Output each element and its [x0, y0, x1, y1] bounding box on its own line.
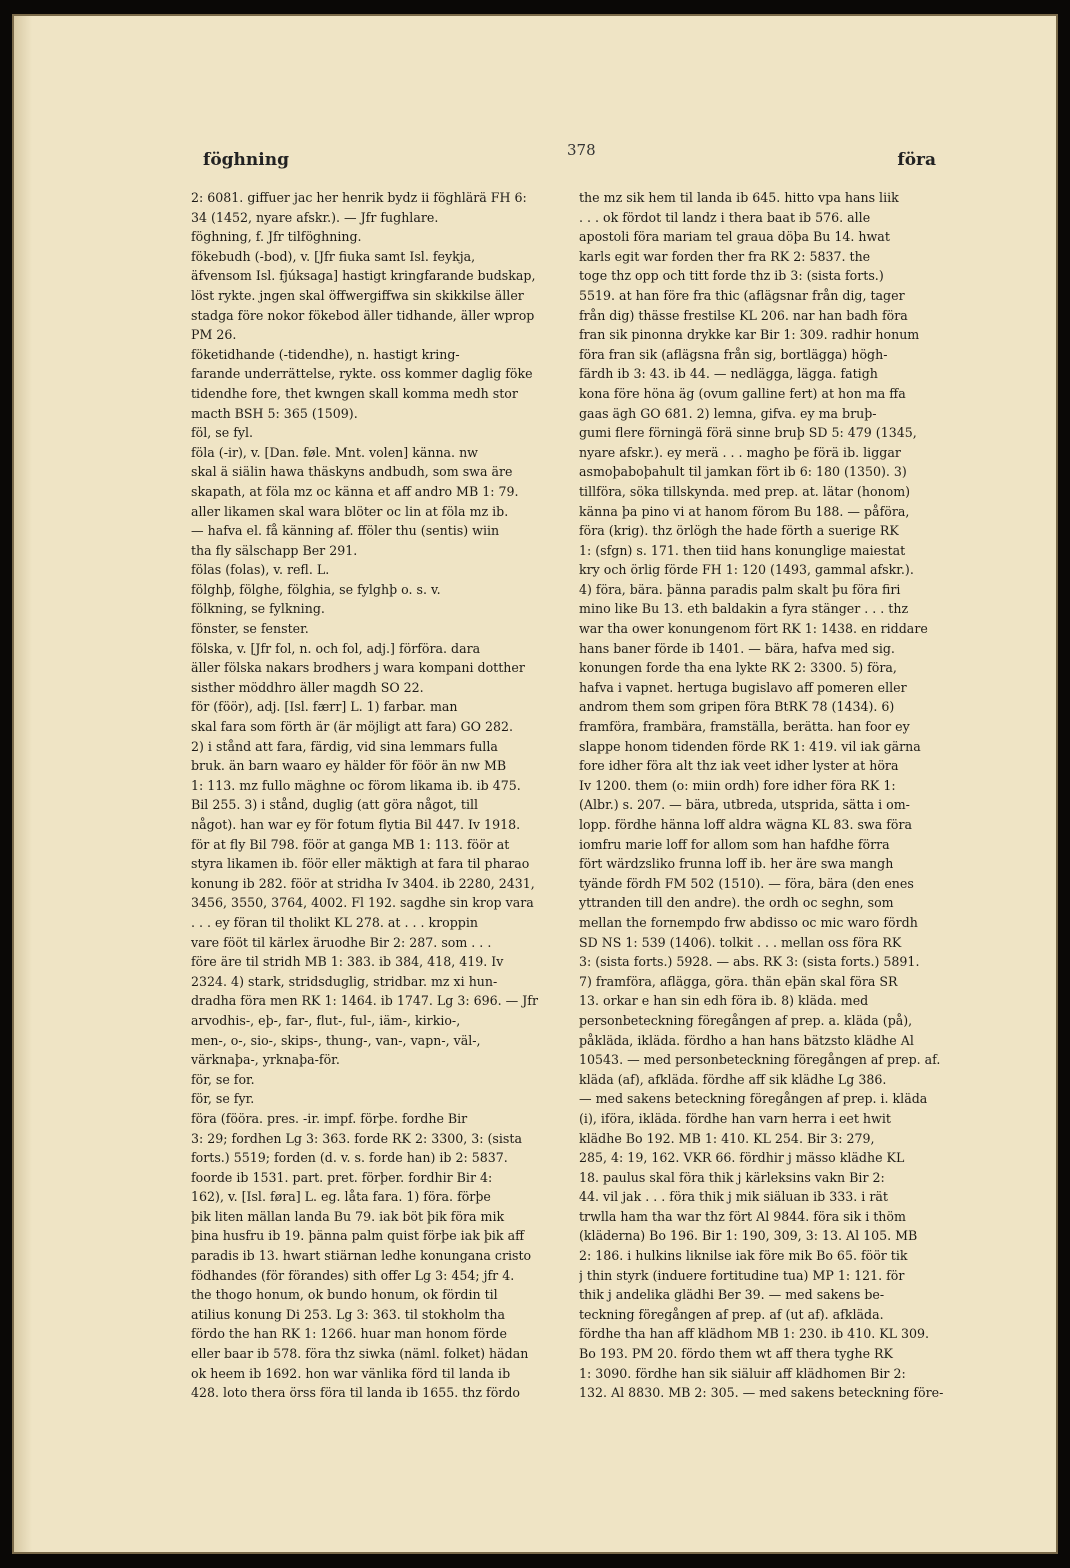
text-line: något). han war ey för fotum flytia Bil 447. Iv 1918.: [191, 817, 521, 832]
text-line: j thin styrk (induere fortitudine tua) MP 1: 121. för: [579, 1267, 905, 1283]
text-line: äller fölska nakars brodhers j wara kompani dotther: [191, 660, 525, 676]
header-right-word: föra: [897, 150, 936, 170]
text-line: föl, se fyl.: [191, 425, 254, 441]
text-line: arvodhis-, eþ-, far-, flut-, ful-, iäm-, kirkio-,: [191, 1012, 461, 1028]
text-line: aller likamen skal wara blöter oc lin at föla mz ib.: [191, 503, 509, 519]
text-line: för at fly Bil 798. föör at ganga MB 1: 113. föör at: [191, 836, 510, 852]
text-line: värknaþa-, yrknaþa-för.: [191, 1052, 340, 1068]
text-line: tillföra, söka tillskynda. med prep. at. lätar (honom): [579, 483, 911, 499]
text-line: 3: 29; fordhen Lg 3: 363. forde RK 2: 3300, 3: (sista: [191, 1130, 522, 1146]
text-line: the mz sik hem til landa ib 645. hitto vpa hans liik: [579, 190, 899, 205]
text-line: 18. paulus skal föra thik j kärleksins vakn Bir 2:: [579, 1169, 885, 1185]
text-line: 10543. — med personbeteckning föregången af prep. af.: [579, 1052, 941, 1068]
text-line: hafva i vapnet. hertuga bugislavo aff pomeren eller: [579, 679, 907, 695]
text-line: kry och örlig förde FH 1: 120 (1493, gammal afskr.).: [579, 562, 914, 578]
text-line: 1: 113. mz fullo mäghne oc förom likama ib. ib 475.: [191, 777, 521, 793]
right-column: [579, 188, 967, 1403]
text-line: mellan the fornempdo frw abdisso oc mic waro fördh: [579, 914, 918, 930]
text-line: skapath, at föla mz oc känna et aff andro MB 1: 79.: [191, 483, 519, 499]
text-line: föketidhande (-tidendhe), n. hastigt kring-: [191, 346, 460, 362]
text-line: från dig) thässe frestilse KL 206. nar han badh föra: [579, 307, 908, 323]
text-line: 4) föra, bära. þänna paradis palm skalt þu föra firi: [579, 581, 901, 597]
text-line: (Albr.) s. 207. — bära, utbreda, utsprida, sätta i om-: [579, 797, 910, 813]
text-line: slappe honom tidenden förde RK 1: 419. vil iak gärna: [579, 738, 921, 754]
text-line: fört wärdzsliko frunna loff ib. her äre swa mangh: [579, 856, 894, 872]
text-line: födhandes (för förandes) sith offer Lg 3: 454; jfr 4.: [191, 1267, 515, 1283]
text-line: gaas ägh GO 681. 2) lemna, gifva. ey ma bruþ-: [579, 405, 877, 421]
text-line: paradis ib 13. hwart stiärnan ledhe konungana cristo: [191, 1248, 532, 1264]
text-line: (i), iföra, ikläda. fördhe han varn herra i eet hwit: [579, 1110, 891, 1126]
text-line: klädhe Bo 192. MB 1: 410. KL 254. Bir 3: 279,: [579, 1130, 875, 1146]
text-line: bruk. än barn waaro ey hälder för föör än nw MB: [191, 758, 507, 774]
text-line: dradha föra men RK 1: 1464. ib 1747. Lg 3: 696. — Jfr: [191, 993, 538, 1009]
text-line: asmoþaboþahult til jamkan fört ib 6: 180 (1350). 3): [579, 464, 907, 480]
page-number: 378: [567, 141, 596, 159]
text-line: toge thz opp och titt forde thz ib 3: (sista forts.): [579, 268, 884, 284]
text-line: PM 26.: [191, 327, 237, 343]
text-line: fökebudh (-bod), v. [Jfr fiuka samt Isl. feykja,: [191, 248, 476, 264]
text-line: 5519. at han före fra thic (aflägsnar från dig, tager: [579, 287, 905, 303]
text-line: tyände fördh FM 502 (1510). — föra, bära (den enes: [579, 875, 914, 891]
text-line: thik j andelika glädhi Ber 39. — med sakens be-: [579, 1287, 885, 1303]
text-line: 3456, 3550, 3764, 4002. Fl 192. sagdhe sin krop vara: [191, 895, 534, 911]
text-line: forts.) 5519; forden (d. v. s. forde han) ib 2: 5837.: [191, 1150, 508, 1166]
text-line: 1: 3090. fördhe han sik siäluir aff klädhomen Bir 2:: [579, 1365, 906, 1381]
text-line: personbeteckning föregången af prep. a. kläda (på),: [579, 1012, 913, 1028]
text-line: 2324. 4) stark, stridsduglig, stridbar. mz xi hun-: [191, 973, 498, 989]
text-line: (kläderna) Bo 196. Bir 1: 190, 309, 3: 13. Al 105. MB: [579, 1228, 918, 1244]
text-line: iomfru marie loff for allom som han hafdhe förra: [579, 836, 890, 852]
text-line: 2: 6081. giffuer jac her henrik bydz ii föghlärä FH 6:: [191, 190, 527, 205]
dictionary-page: [12, 14, 1058, 1554]
text-line: 2) i stånd att fara, färdig, vid sina lemmars fulla: [191, 738, 498, 754]
text-line: konungen forde tha ena lykte RK 2: 3300. 5) föra,: [579, 660, 897, 676]
text-line: föla (-ir), v. [Dan. føle. Mnt. volen] känna. nw: [191, 444, 478, 460]
text-line: känna þa pino vi at hanom förom Bu 188. — påföra,: [579, 503, 910, 519]
text-line: 3: (sista forts.) 5928. — abs. RK 3: (sista forts.) 5891.: [579, 954, 920, 970]
text-line: Iv 1200. them (o: miin ordh) fore idher föra RK 1:: [579, 777, 896, 793]
text-line: fölghþ, fölghe, fölghia, se fylghþ o. s. v.: [191, 581, 441, 597]
text-line: före äre til stridh MB 1: 383. ib 384, 418, 419. Iv: [191, 954, 504, 970]
text-line: war tha ower konungenom fört RK 1: 1438. en riddare: [579, 621, 928, 637]
text-line: skal fara som förth är (är möjligt att fara) GO 282.: [191, 719, 514, 735]
text-line: fördhe tha han aff klädhom MB 1: 230. ib 410. KL 309.: [579, 1326, 930, 1342]
text-line: — med sakens beteckning föregången af prep. i. kläda: [579, 1091, 928, 1107]
text-line: . . . ey föran til tholikt KL 278. at . . . kroppin: [191, 914, 479, 930]
text-line: kläda (af), afkläda. fördhe aff sik klädhe Lg 386.: [579, 1071, 887, 1087]
text-line: androm them som gripen föra BtRK 78 (1434). 6): [579, 699, 895, 715]
text-line: fran sik pinonna drykke kar Bir 1: 309. radhir honum: [579, 327, 920, 343]
text-line: þik liten mällan landa Bu 79. iak böt þik föra mik: [191, 1208, 505, 1224]
text-line: framföra, frambära, framställa, berätta. han foor ey: [579, 719, 910, 735]
text-line: 428. loto thera örss föra til landa ib 1655. thz fördo: [191, 1385, 520, 1401]
text-line: hans baner förde ib 1401. — bära, hafva med sig.: [579, 640, 895, 656]
text-line: kona före höna äg (ovum galline fert) at hon ma ffa: [579, 385, 906, 401]
text-line: för (föör), adj. [Isl. færr] L. 1) farbar. man: [191, 699, 458, 715]
text-line: påkläda, ikläda. fördho a han hans bätzsto klädhe Al: [579, 1032, 914, 1048]
text-line: trwlla ham tha war thz fört Al 9844. föra sik i thöm: [579, 1208, 906, 1224]
text-line: löst rykte. jngen skal öffwergiffwa sin skikkilse äller: [191, 287, 524, 303]
text-line: fölska, v. [Jfr fol, n. och fol, adj.] förföra. dara: [191, 640, 481, 656]
text-line: föra (fööra. pres. -ir. impf. förþe. fordhe Bir: [191, 1110, 468, 1126]
text-line: föra (krig). thz örlögh the hade förth a suerige RK: [579, 523, 899, 539]
text-line: lopp. fördhe hänna loff aldra wägna KL 83. swa föra: [579, 817, 912, 832]
text-line: SD NS 1: 539 (1406). tolkit . . . mellan oss föra RK: [579, 934, 902, 950]
text-line: 2: 186. i hulkins liknilse iak före mik Bo 65. föör tik: [579, 1248, 908, 1264]
text-line: färdh ib 3: 43. ib 44. — nedlägga, lägga. fatigh: [579, 366, 878, 382]
text-line: tha fly sälschapp Ber 291.: [191, 542, 358, 558]
text-line: 285, 4: 19, 162. VKR 66. fördhir j mässo klädhe KL: [579, 1150, 905, 1166]
text-line: ok heem ib 1692. hon war vänlika förd til landa ib: [191, 1365, 511, 1381]
left-column: [191, 188, 571, 1403]
text-line: vare fööt til kärlex äruodhe Bir 2: 287. som . . .: [191, 934, 492, 950]
text-line: karls egit war forden ther fra RK 2: 5837. the: [579, 248, 871, 264]
text-line: tidendhe fore, thet kwngen skall komma medh stor: [191, 385, 518, 401]
text-line: äfvensom Isl. fjúksaga] hastigt kringfarande budskap,: [191, 268, 536, 284]
text-line: — hafva el. få känning af. fföler thu (sentis) wiin: [191, 523, 500, 539]
text-line: mino like Bu 13. eth baldakin a fyra stänger . . . thz: [579, 601, 909, 617]
text-line: fölas (folas), v. refl. L.: [191, 562, 330, 578]
text-line: sisther möddhro äller magdh SO 22.: [191, 679, 424, 695]
text-line: 132. Al 8830. MB 2: 305. — med sakens beteckning före-: [579, 1385, 944, 1401]
text-line: för, se fyr.: [191, 1091, 255, 1107]
text-line: þina husfru ib 19. þänna palm quist förþe iak þik aff: [191, 1228, 525, 1244]
text-line: 162), v. [Isl. føra] L. eg. låta fara. 1) föra. förþe: [191, 1189, 491, 1205]
text-line: yttranden till den andre). the ordh oc seghn, som: [579, 895, 894, 911]
text-line: för, se for.: [191, 1071, 255, 1087]
text-line: styra likamen ib. föör eller mäktigh at fara til pharao: [191, 856, 530, 872]
text-line: atilius konung Di 253. Lg 3: 363. til stokholm tha: [191, 1306, 505, 1322]
text-line: 34 (1452, nyare afskr.). — Jfr fughlare.: [191, 209, 439, 225]
text-line: men-, o-, sio-, skips-, thung-, van-, vapn-, väl-,: [191, 1032, 481, 1048]
text-line: stadga före nokor fökebod äller tidhande, äller wprop: [191, 307, 535, 323]
text-line: Bil 255. 3) i stånd, duglig (att göra något, till: [191, 797, 479, 813]
text-line: teckning föregången af prep. af (ut af). afkläda.: [579, 1306, 884, 1322]
text-line: Bo 193. PM 20. fördo them wt aff thera tyghe RK: [579, 1346, 893, 1362]
running-head: [179, 136, 936, 170]
text-line: föghning, f. Jfr tilföghning.: [191, 229, 362, 245]
text-line: gumi flere förningä förä sinne bruþ SD 5: 479 (1345,: [579, 425, 917, 441]
text-line: konung ib 282. föör at stridha Iv 3404. ib 2280, 2431,: [191, 875, 535, 891]
text-line: foorde ib 1531. part. pret. förþer. fordhir Bir 4:: [191, 1169, 493, 1185]
text-line: 7) framföra, aflägga, göra. thän eþän skal föra SR: [579, 973, 898, 989]
text-line: 44. vil jak . . . föra thik j mik siäluan ib 333. i rät: [579, 1189, 888, 1205]
text-line: apostoli föra mariam tel graua döþa Bu 14. hwat: [579, 229, 890, 245]
text-line: fölkning, se fylkning.: [191, 601, 325, 617]
text-line: fördo the han RK 1: 1266. huar man honom förde: [191, 1326, 507, 1342]
text-line: . . . ok fördot til landz i thera baat ib 576. alle: [579, 209, 871, 225]
text-line: föra fran sik (aflägsna från sig, bortlägga) högh-: [579, 346, 888, 362]
text-line: skal ä siälin hawa thäskyns andbudh, som swa äre: [191, 464, 513, 480]
text-line: 1: (sfgn) s. 171. then tiid hans konunglige maiestat: [579, 542, 906, 558]
text-line: 13. orkar e han sin edh föra ib. 8) kläda. med: [579, 993, 869, 1009]
text-line: farande underrättelse, rykte. oss kommer daglig föke: [191, 366, 533, 382]
text-line: macth BSH 5: 365 (1509).: [191, 405, 358, 421]
text-line: fore idher föra alt thz iak veet idher lyster at höra: [579, 758, 899, 774]
text-line: nyare afskr.). ey merä . . . magho þe förä ib. liggar: [579, 444, 901, 460]
text-line: the thogo honum, ok bundo honum, ok fördin til: [191, 1287, 498, 1303]
text-line: eller baar ib 578. föra thz siwka (näml. folket) hädan: [191, 1346, 529, 1362]
text-line: fönster, se fenster.: [191, 621, 309, 637]
header-left-word: föghning: [203, 150, 289, 170]
